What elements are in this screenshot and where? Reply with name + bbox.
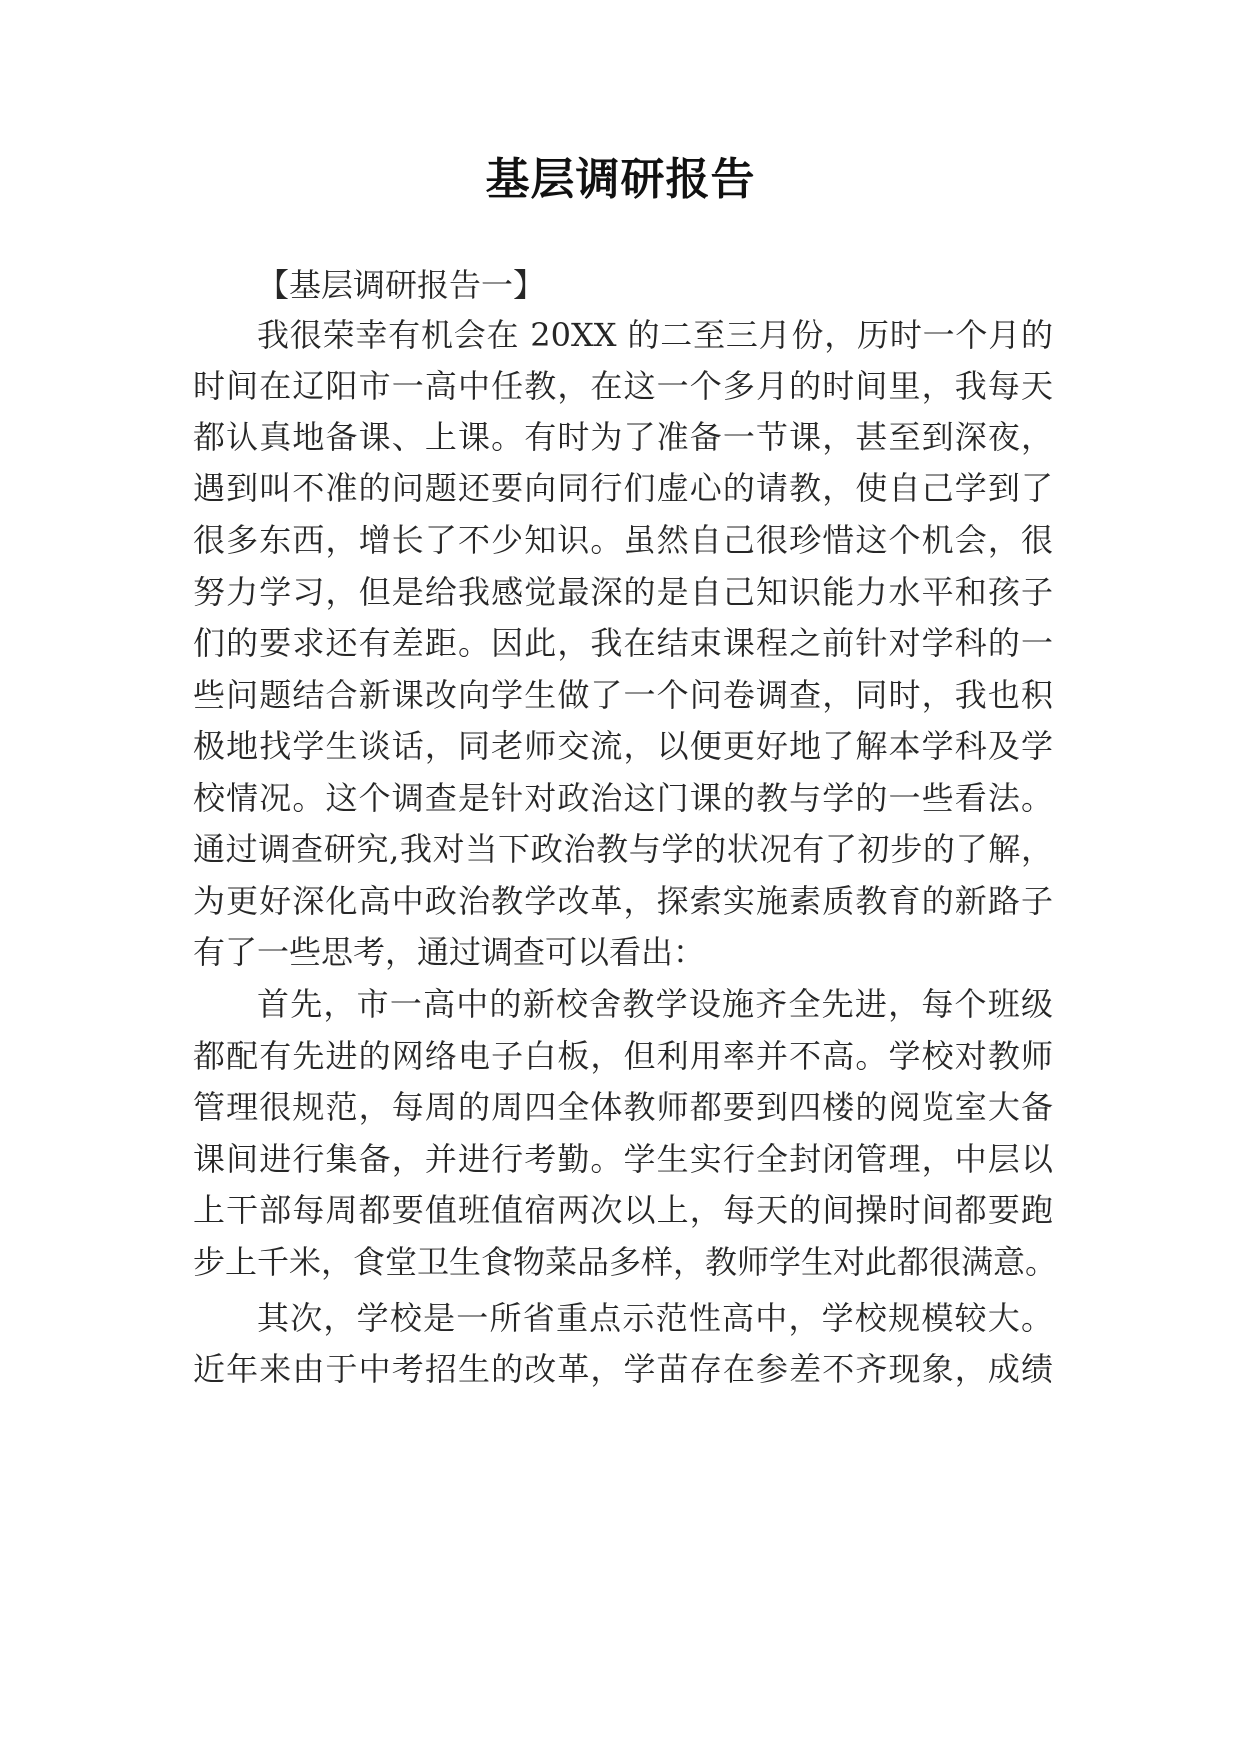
paragraph-line: 我很荣幸有机会在 20XX 的二至三月份，历时一个月的 bbox=[257, 316, 1053, 354]
paragraph-line: 其次，学校是一所省重点示范性高中，学校规模较大。 bbox=[257, 1299, 1053, 1337]
paragraph-line: 都认真地备课、上课。有时为了准备一节课，甚至到深夜， bbox=[193, 418, 1053, 456]
paragraph-line: 努力学习，但是给我感觉最深的是自己知识能力水平和孩子 bbox=[193, 573, 1053, 611]
paragraph-line: 步上千米，食堂卫生食物菜品多样，教师学生对此都很满意。 bbox=[193, 1243, 1058, 1281]
paragraph-line: 首先，市一高中的新校舍教学设施齐全先进，每个班级 bbox=[257, 985, 1053, 1023]
paragraph-line: 极地找学生谈话，同老师交流，以便更好地了解本学科及学 bbox=[193, 727, 1053, 765]
paragraph-line: 课间进行集备，并进行考勤。学生实行全封闭管理，中层以 bbox=[193, 1140, 1053, 1178]
paragraph-line: 校情况。这个调查是针对政治这门课的教与学的一些看法。 bbox=[193, 779, 1053, 817]
paragraph-line: 些问题结合新课改向学生做了一个问卷调查，同时，我也积 bbox=[193, 676, 1053, 714]
paragraph-line: 通过调查研究,我对当下政治教与学的状况有了初步的了解， bbox=[193, 830, 1053, 868]
paragraph-line: 管理很规范，每周的周四全体教师都要到四楼的阅览室大备 bbox=[193, 1088, 1053, 1126]
paragraph-line: 为更好深化高中政治教学改革，探索实施素质教育的新路子 bbox=[193, 882, 1053, 920]
paragraph-line: 时间在辽阳市一高中任教，在这一个多月的时间里，我每天 bbox=[193, 367, 1053, 405]
paragraph-line: 有了一些思考，通过调查可以看出： bbox=[193, 933, 706, 971]
document-title: 基层调研报告 bbox=[485, 154, 756, 205]
section-heading: 【基层调研报告一】 bbox=[257, 266, 546, 304]
paragraph-line: 很多东西，增长了不少知识。虽然自己很珍惜这个机会，很 bbox=[193, 521, 1053, 559]
paragraph-line: 遇到叫不准的问题还要向同行们虚心的请教，使自己学到了 bbox=[193, 469, 1053, 507]
paragraph-line: 近年来由于中考招生的改革，学苗存在参差不齐现象，成绩 bbox=[193, 1350, 1053, 1388]
paragraph-line: 上干部每周都要值班值宿两次以上，每天的间操时间都要跑 bbox=[193, 1191, 1053, 1229]
paragraph-line: 都配有先进的网络电子白板，但利用率并不高。学校对教师 bbox=[193, 1037, 1053, 1075]
paragraph-line: 们的要求还有差距。因此，我在结束课程之前针对学科的一 bbox=[193, 624, 1053, 662]
